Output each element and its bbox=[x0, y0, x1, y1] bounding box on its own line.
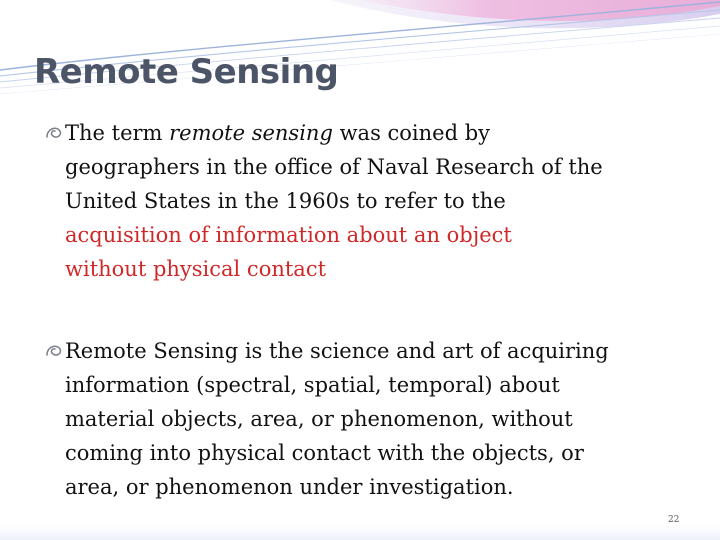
bullet-1-line-3: United States in the 1960s to refer to the bbox=[65, 189, 506, 213]
bullet-2-text-start: Remote Sensing is the science and art of acquiring bbox=[65, 339, 609, 363]
bullet-1-line-1 bbox=[44, 116, 603, 150]
bullet-2 bbox=[44, 334, 609, 504]
slide-title: Remote Sensing bbox=[34, 52, 339, 92]
bullet-1-text-start: The term bbox=[65, 121, 170, 145]
bullet-1 bbox=[44, 116, 603, 286]
bullet-1-highlight-line-2: without physical contact bbox=[65, 257, 327, 281]
swirl-bullet-icon bbox=[44, 116, 65, 150]
bullet-2-line-5: area, or phenomenon under investigation. bbox=[65, 475, 514, 499]
swirl-bullet-icon bbox=[44, 334, 65, 368]
bullet-1-highlight-line-1: acquisition of information about an object bbox=[65, 223, 512, 247]
page-number: 22 bbox=[668, 515, 680, 525]
bullet-2-line-2: information (spectral, spatial, temporal) about bbox=[65, 373, 560, 397]
bullet-2-line-1 bbox=[44, 334, 609, 368]
footer-band bbox=[0, 525, 720, 540]
bullet-2-line-3: material objects, area, or phenomenon, without bbox=[65, 407, 573, 431]
term-remote-sensing: remote sensing bbox=[169, 121, 333, 145]
bullet-1-text-end: was coined by bbox=[332, 121, 491, 145]
bullet-2-line-4: coming into physical contact with the objects, or bbox=[65, 441, 584, 465]
bullet-1-line-2: geographers in the office of Naval Research of the bbox=[65, 155, 603, 179]
